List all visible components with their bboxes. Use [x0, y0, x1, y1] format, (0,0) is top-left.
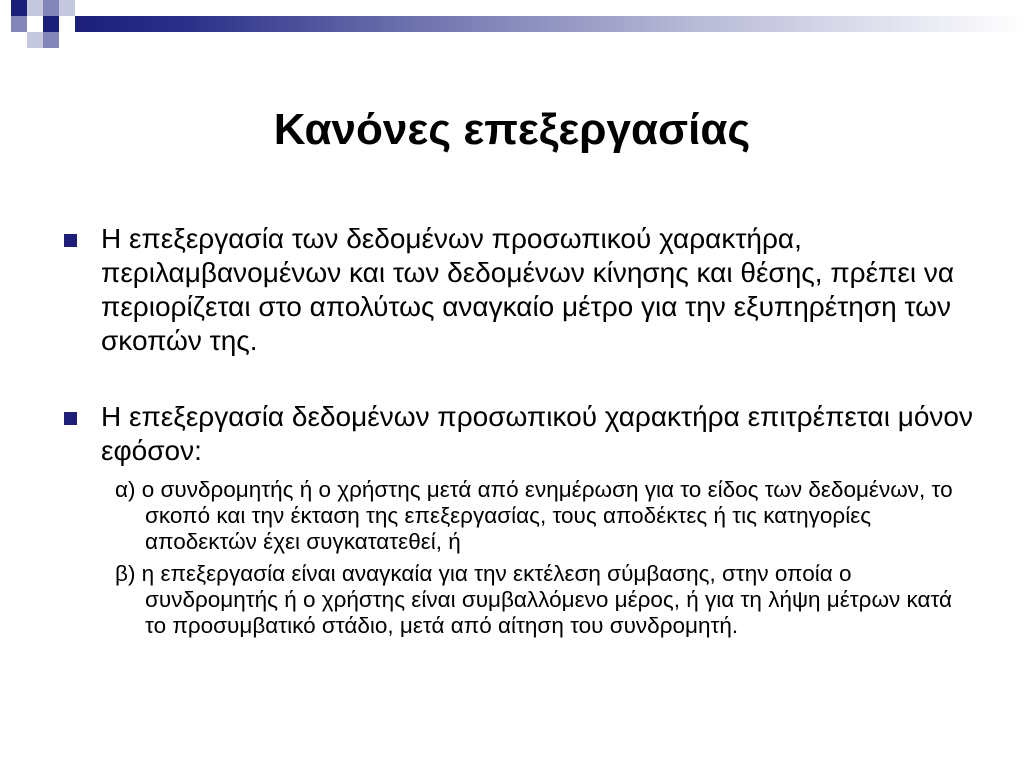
square-light: [43, 0, 59, 16]
square-light: [27, 32, 43, 48]
bullet-text: Η επεξεργασία δεδομένων προσωπικού χαρακτήρα επιτρέπεται μόνον εφόσον:: [101, 401, 973, 466]
square-mid: [43, 32, 59, 48]
header-gradient-bar: [75, 16, 1024, 32]
square-dark: [27, 16, 43, 32]
sub-item-a: α) ο συνδρομητής ή ο χρήστης μετά από ενημέρωση για το είδος των δεδομένων, το σκοπό και την έκταση της επεξεργασίας, τους αποδέκτες ή τις κατηγορίες αποδεκτών έχει συγκατατεθεί, ή: [115, 477, 953, 554]
square-dark: [11, 0, 27, 16]
bullet-item: [64, 222, 974, 358]
bullet-text: Η επεξεργασία των δεδομένων προσωπικού χαρακτήρα, περιλαμβανομένων και των δεδομένων κίνησης και θέσης, πρέπει να περιορίζεται στο απολύτως αναγκαίο μέτρο για την εξυπηρέτηση των σκοπών της.: [101, 223, 955, 356]
square-mid: [27, 0, 43, 16]
slide-title: Κανόνες επεξεργασίας: [273, 105, 751, 154]
square-bullet-icon: [64, 412, 77, 425]
square-bullet-icon: [64, 234, 77, 247]
header-decoration: [0, 0, 1024, 48]
bullet-item: [64, 400, 974, 468]
square-dark: [43, 16, 59, 32]
square-mid: [11, 16, 27, 32]
slide-body: [64, 222, 974, 639]
square-light: [59, 0, 75, 16]
sub-item-b: β) η επεξεργασία είναι αναγκαία για την εκτέλεση σύμβασης, στην οποία ο συνδρομητής ή ο χρήστης είναι συμβαλλόμενο μέρος, ή για τη λήψη μέτρων κατά το προσυμβατικό στάδιο, μετά από αίτηση του συνδρομητή.: [115, 561, 953, 638]
square-mid: [59, 16, 75, 32]
